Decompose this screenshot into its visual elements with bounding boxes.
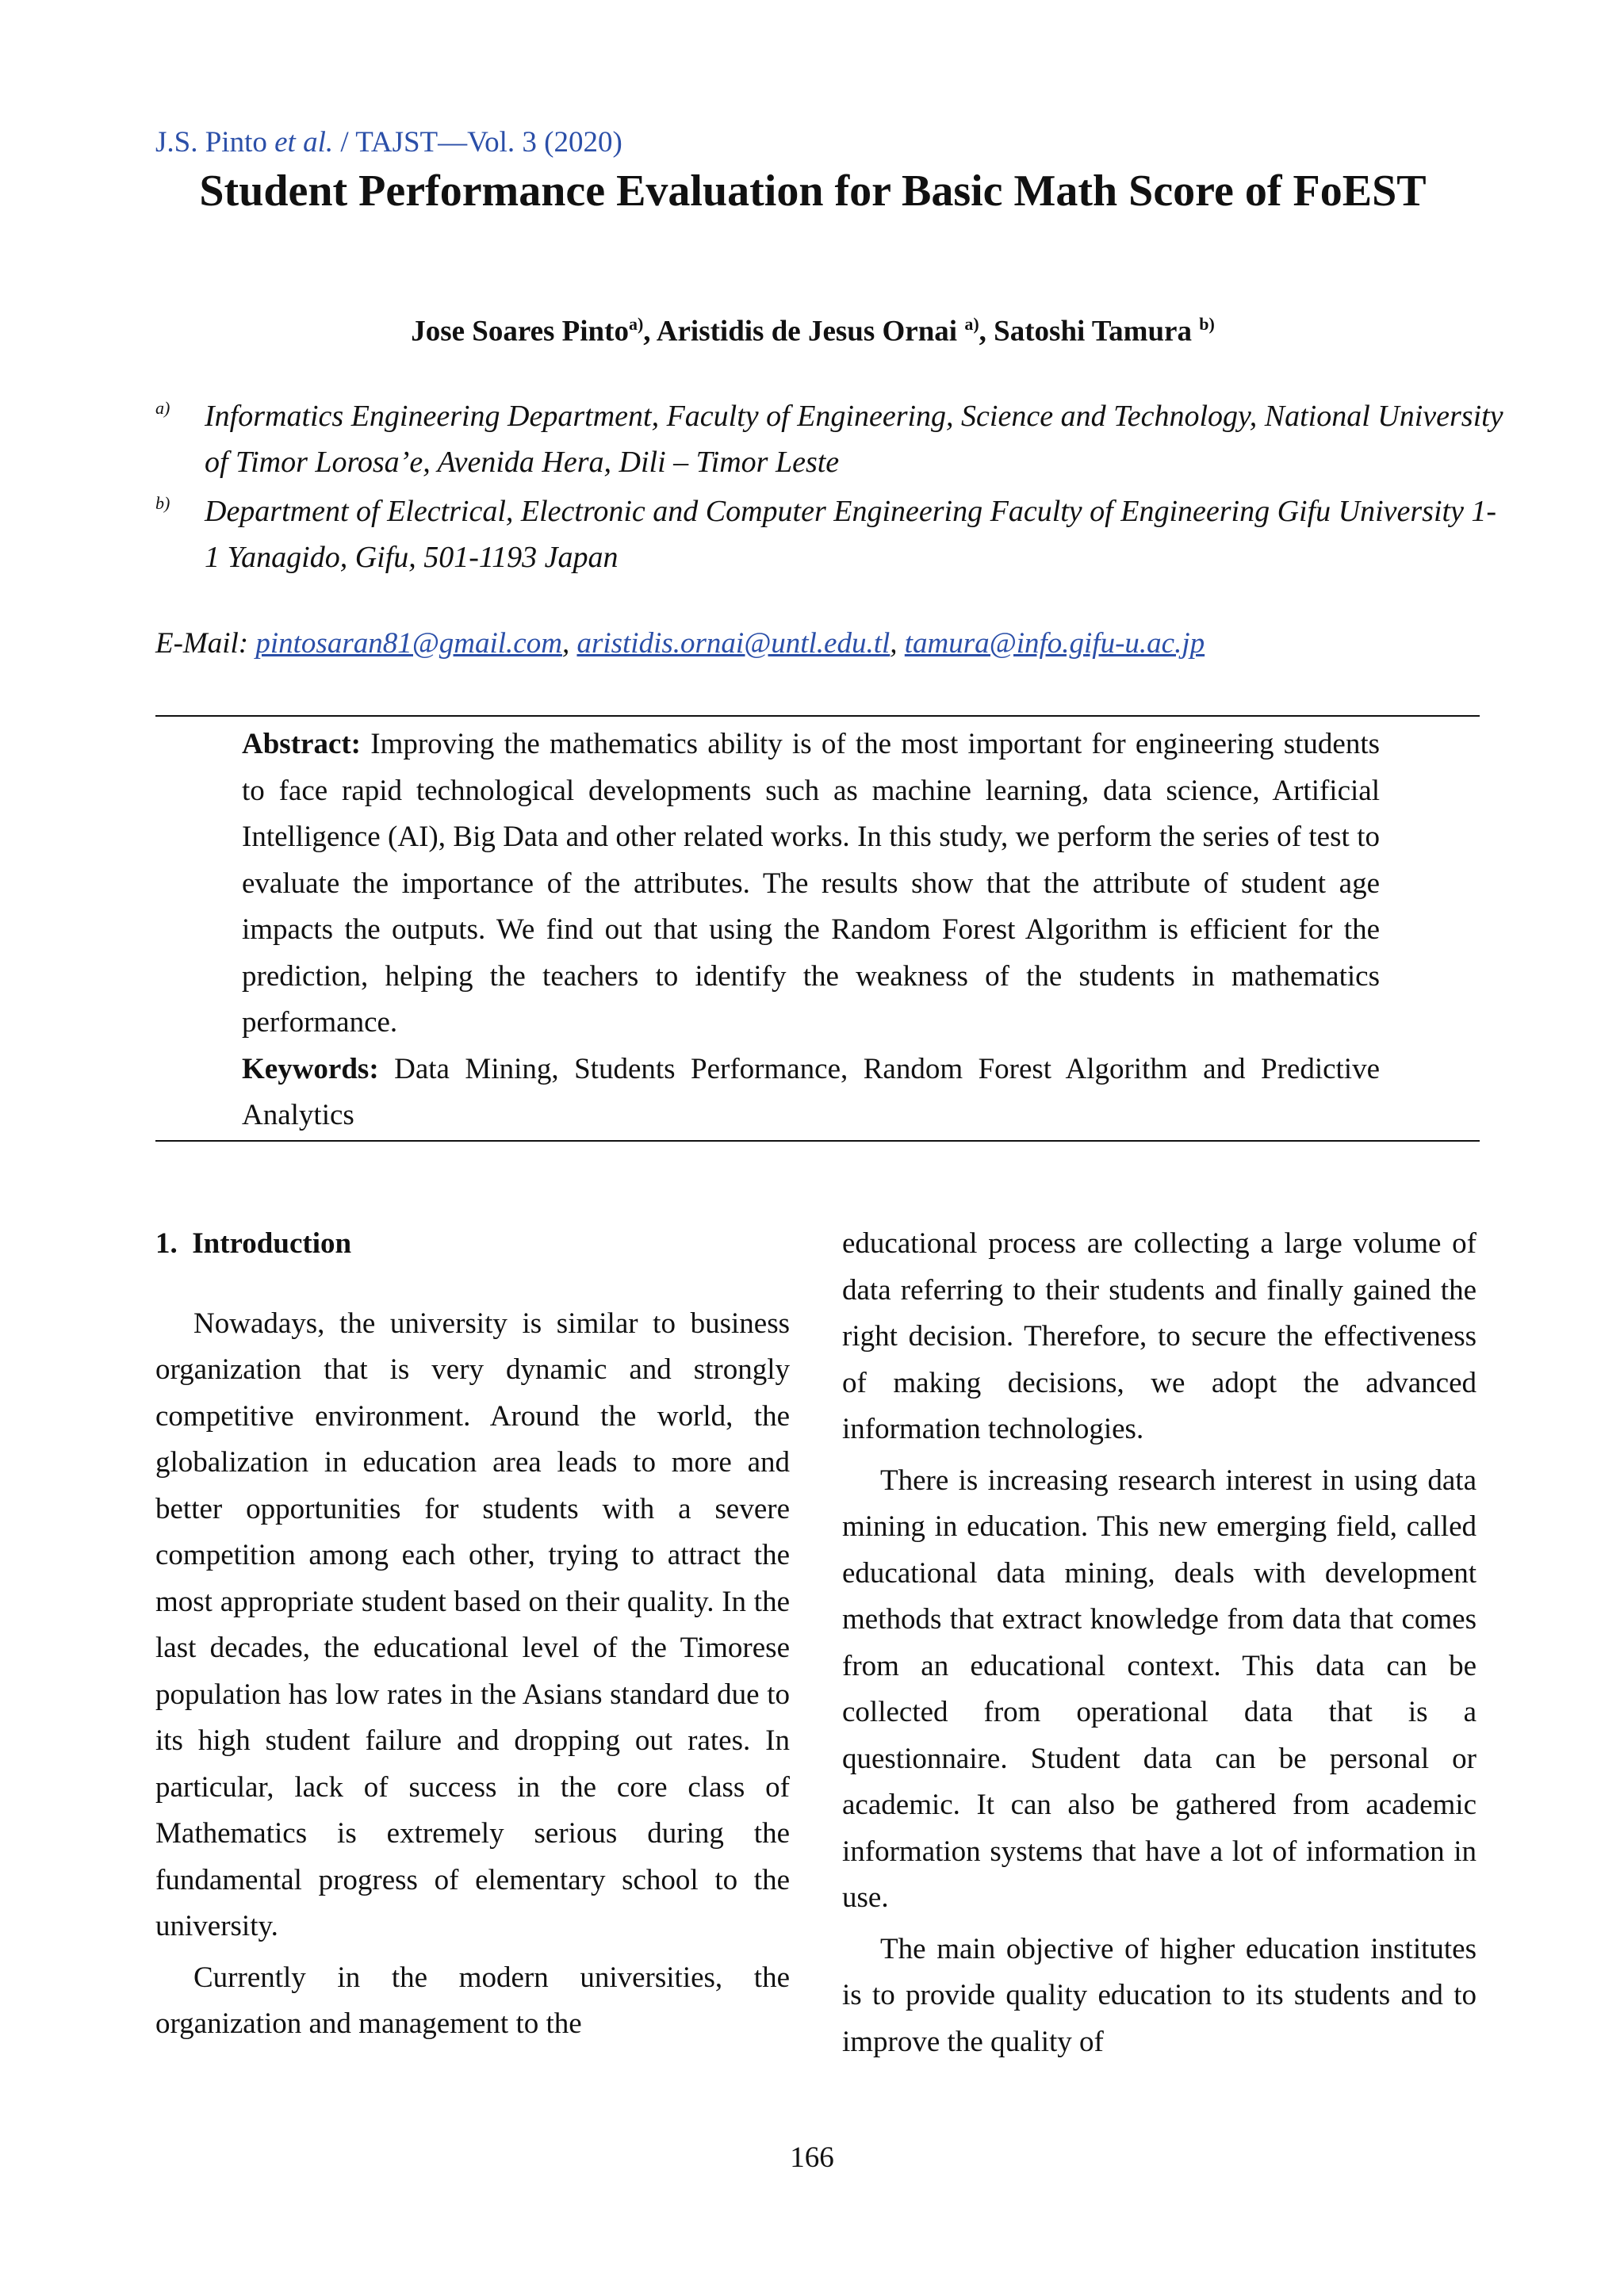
body-paragraph: There is increasing research interest in using data mining in education. This new emerging field, called educational data mining, deals with development methods that extract knowledge from data that comes from an educational context. This data can be collected from operational data that is a questionnaire. Student data can be personal or academic. It can also be gathered from academic information systems that have a lot of information in use.	[842, 1464, 1477, 1914]
abstract-top-rule	[155, 715, 1480, 717]
email-link[interactable]: pintosaran81@gmail.com	[255, 627, 562, 660]
email-label: E-Mail:	[155, 627, 256, 660]
journal-ref-suffix: / TAJST—Vol. 3 (2020)	[333, 126, 622, 159]
affiliation-text: Department of Electrical, Electronic and Computer Engineering Faculty of Engineering Gifu University 1-1 Yanagido, Gifu, 501-1193 Japan	[205, 495, 1497, 574]
author-name: Jose Soares Pinto	[411, 315, 629, 348]
author-name: Aristidis de Jesus Ornai	[656, 315, 965, 348]
author-affiliation-mark: a)	[628, 314, 644, 334]
email-link[interactable]: tamura@info.gifu-u.ac.jp	[904, 627, 1205, 660]
body-right-column	[842, 1221, 1477, 2065]
author-affiliation-mark: a)	[964, 314, 979, 334]
body-paragraph: educational process are collecting a large volume of data referring to their students and finally gained the right decision. Therefore, to secure the effectiveness of making decisions, we adopt the advanced information technologies.	[842, 1227, 1477, 1445]
section-heading: 1. Introduction	[155, 1227, 352, 1260]
abstract-block	[242, 721, 1380, 1139]
body-paragraph: The main objective of higher education institutes is to provide quality education to its students and to improve the quality of	[842, 1932, 1477, 2058]
affiliation-mark: b)	[155, 493, 170, 513]
abstract-paragraph	[242, 721, 1380, 1047]
body-paragraph: Nowadays, the university is similar to business organization that is very dynamic and strongly competitive environment. Around the world, the globalization in education area leads to more and better opportunities for students with a severe competition among each other, trying to attract the most appropriate student based on their quality. In the last decades, the educational level of the Timorese population has low rates in the Asians standard due to its high student failure and dropping out rates. In particular, lack of success in the core class of Mathematics is extremely serious during the fundamental progress of elementary school to the university.	[155, 1307, 790, 1942]
author-list: Jose Soares Pinto$^{a)}$, Aristidis de Jesus Ornai $^{a)}$, Satoshi Tamura $^{b)}$	[411, 314, 1215, 348]
journal-ref-etal: et al.	[274, 126, 334, 159]
author-name: Satoshi Tamura	[994, 315, 1200, 348]
email-link[interactable]: aristidis.ornai@untl.edu.tl	[576, 627, 891, 660]
paper-title: Student Performance Evaluation for Basic Math Score of FoEST	[199, 166, 1427, 216]
affiliation-text: Informatics Engineering Department, Faculty of Engineering, Science and Technology, National University of Timor Lorosa’e, Avenida Hera, Dili – Timor Leste	[205, 400, 1503, 479]
body-left-column	[155, 1221, 790, 2048]
journal-ref-prefix: J.S. Pinto	[155, 126, 275, 159]
keywords-label: Keywords:	[242, 1052, 379, 1085]
page-number: 166	[790, 2141, 834, 2174]
abstract-text: Improving the mathematics ability is of the most important for engineering students to face rapid technological developments such as machine learning, data science, Artificial Intelligence (AI), Big Data and other related works. In this study, we perform the series of test to evaluate the importance of the attributes. The results show that the attribute of student age impacts the outputs. We find out that using the Random Forest Algorithm is efficient for the prediction, helping the teachers to identify the weakness of the students in mathematics performance.	[242, 728, 1380, 1039]
affiliation-mark: a)	[155, 398, 170, 418]
abstract-label: Abstract:	[242, 728, 362, 760]
body-paragraph: Currently in the modern universities, the organization and management to the	[155, 1961, 790, 2040]
abstract-bottom-rule	[155, 1140, 1480, 1142]
journal-reference	[155, 125, 622, 159]
email-line: E-Mail: pintosaran81@gmail.com, aristidis.ornai@untl.edu.tl, tamura@info.gifu-u.ac.jp	[155, 627, 1205, 660]
keywords-text: Data Mining, Students Performance, Random Forest Algorithm and Predictive Analytics	[242, 1052, 1380, 1131]
keywords-paragraph	[242, 1047, 1380, 1139]
author-affiliation-mark: b)	[1199, 314, 1215, 334]
